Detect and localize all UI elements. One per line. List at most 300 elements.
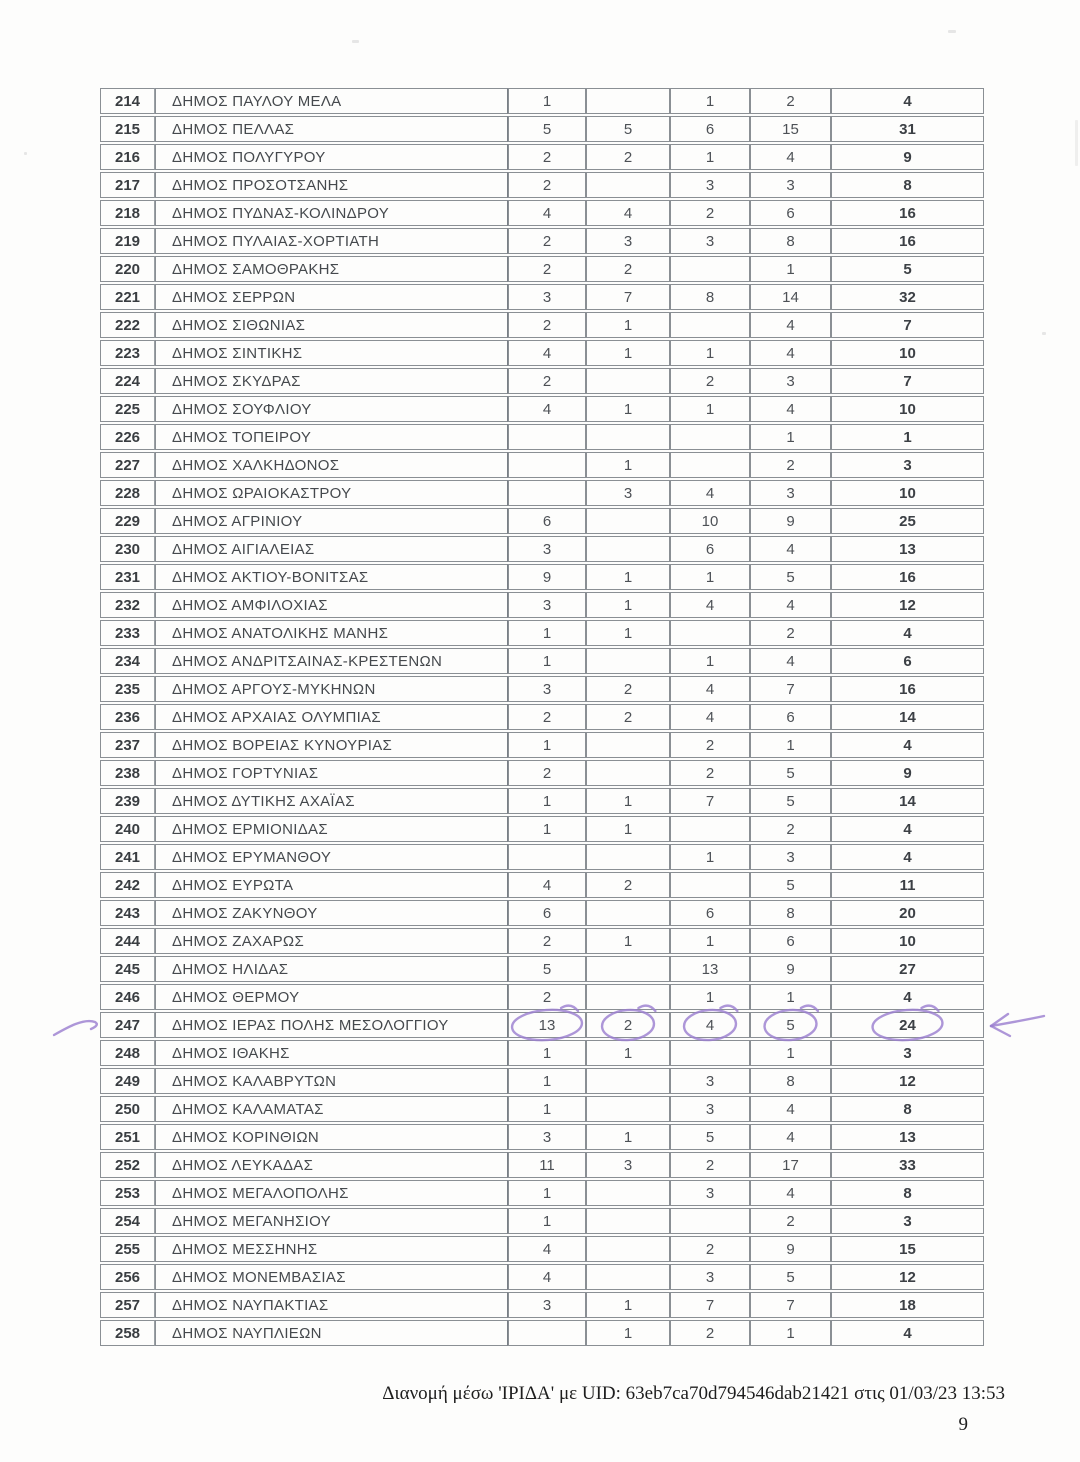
table-row bbox=[100, 760, 984, 786]
municipality-name-cell: ΔΗΜΟΣ ΔΥΤΙΚΗΣ ΑΧΑΪΑΣ bbox=[155, 788, 508, 814]
total-cell: 7 bbox=[831, 312, 984, 338]
table-row bbox=[100, 368, 984, 394]
value-cell bbox=[586, 1208, 670, 1234]
value-cell: 9 bbox=[750, 956, 831, 982]
value-cell: 2 bbox=[670, 1236, 750, 1262]
municipality-name-cell: ΔΗΜΟΣ ΚΟΡΙΝΘΙΩΝ bbox=[155, 1124, 508, 1150]
row-number-cell: 229 bbox=[100, 508, 155, 534]
value-cell: 5 bbox=[750, 760, 831, 786]
table-row bbox=[100, 200, 984, 226]
value-cell: 6 bbox=[670, 536, 750, 562]
value-cell bbox=[670, 256, 750, 282]
value-cell bbox=[586, 844, 670, 870]
table-row bbox=[100, 900, 984, 926]
total-cell: 10 bbox=[831, 928, 984, 954]
total-cell: 12 bbox=[831, 1264, 984, 1290]
value-cell: 1 bbox=[508, 788, 586, 814]
value-cell: 4 bbox=[750, 312, 831, 338]
value-cell: 2 bbox=[670, 1152, 750, 1178]
value-cell: 4 bbox=[750, 144, 831, 170]
table-row bbox=[100, 480, 984, 506]
value-cell: 3 bbox=[508, 284, 586, 310]
value-cell bbox=[586, 508, 670, 534]
value-cell: 1 bbox=[670, 928, 750, 954]
value-cell: 1 bbox=[586, 592, 670, 618]
value-cell: 1 bbox=[508, 648, 586, 674]
value-cell: 3 bbox=[508, 1292, 586, 1318]
total-cell: 16 bbox=[831, 228, 984, 254]
total-cell: 8 bbox=[831, 172, 984, 198]
municipality-name-cell: ΔΗΜΟΣ ΧΑΛΚΗΔΟΝΟΣ bbox=[155, 452, 508, 478]
value-cell bbox=[508, 480, 586, 506]
value-cell: 5 bbox=[586, 116, 670, 142]
total-cell: 4 bbox=[831, 88, 984, 114]
row-number-cell: 255 bbox=[100, 1236, 155, 1262]
value-cell: 1 bbox=[586, 788, 670, 814]
row-number-cell: 217 bbox=[100, 172, 155, 198]
value-cell: 9 bbox=[508, 564, 586, 590]
table-row bbox=[100, 732, 984, 758]
value-cell: 1 bbox=[586, 1292, 670, 1318]
municipality-name-cell: ΔΗΜΟΣ ΠΑΥΛΟΥ ΜΕΛΑ bbox=[155, 88, 508, 114]
value-cell bbox=[670, 312, 750, 338]
row-number-cell: 248 bbox=[100, 1040, 155, 1066]
scan-speck bbox=[948, 30, 956, 33]
municipality-name-cell: ΔΗΜΟΣ ΠΥΔΝΑΣ-ΚΟΛΙΝΔΡΟΥ bbox=[155, 200, 508, 226]
table-row bbox=[100, 228, 984, 254]
municipality-name-cell: ΔΗΜΟΣ ΠΟΛΥΓΥΡΟΥ bbox=[155, 144, 508, 170]
municipality-name-cell: ΔΗΜΟΣ ΠΥΛΑΙΑΣ-ΧΟΡΤΙΑΤΗ bbox=[155, 228, 508, 254]
value-cell: 1 bbox=[508, 88, 586, 114]
municipality-name-cell: ΔΗΜΟΣ ΕΡΜΙΟΝΙΔΑΣ bbox=[155, 816, 508, 842]
table-row bbox=[100, 88, 984, 114]
value-cell bbox=[508, 1320, 586, 1346]
total-cell: 25 bbox=[831, 508, 984, 534]
value-cell: 8 bbox=[750, 228, 831, 254]
row-number-cell: 236 bbox=[100, 704, 155, 730]
value-cell bbox=[586, 1180, 670, 1206]
value-cell: 4 bbox=[508, 1236, 586, 1262]
table-row bbox=[100, 1152, 984, 1178]
total-cell: 4 bbox=[831, 816, 984, 842]
value-cell: 1 bbox=[750, 256, 831, 282]
total-cell: 13 bbox=[831, 536, 984, 562]
total-cell: 3 bbox=[831, 1208, 984, 1234]
scan-speck bbox=[24, 152, 27, 155]
total-cell: 6 bbox=[831, 648, 984, 674]
table-row bbox=[100, 1180, 984, 1206]
value-cell: 9 bbox=[750, 1236, 831, 1262]
total-cell: 18 bbox=[831, 1292, 984, 1318]
value-cell: 4 bbox=[508, 340, 586, 366]
table-row bbox=[100, 284, 984, 310]
total-cell: 15 bbox=[831, 1236, 984, 1262]
total-cell: 16 bbox=[831, 676, 984, 702]
row-number-cell: 214 bbox=[100, 88, 155, 114]
value-cell: 7 bbox=[750, 676, 831, 702]
table-row bbox=[100, 676, 984, 702]
value-cell: 1 bbox=[586, 1320, 670, 1346]
row-number-cell: 242 bbox=[100, 872, 155, 898]
value-cell: 3 bbox=[750, 844, 831, 870]
value-cell: 3 bbox=[586, 228, 670, 254]
row-number-cell: 252 bbox=[100, 1152, 155, 1178]
value-cell: 1 bbox=[586, 312, 670, 338]
total-cell: 5 bbox=[831, 256, 984, 282]
total-cell: 14 bbox=[831, 788, 984, 814]
table-row bbox=[100, 788, 984, 814]
value-cell: 4 bbox=[508, 872, 586, 898]
value-cell: 4 bbox=[508, 200, 586, 226]
value-cell: 1 bbox=[670, 648, 750, 674]
total-cell: 13 bbox=[831, 1124, 984, 1150]
value-cell: 7 bbox=[670, 788, 750, 814]
table-row bbox=[100, 1208, 984, 1234]
municipalities-table-body bbox=[100, 88, 984, 1346]
row-number-cell: 240 bbox=[100, 816, 155, 842]
value-cell: 2 bbox=[586, 144, 670, 170]
value-cell bbox=[586, 368, 670, 394]
municipality-name-cell: ΔΗΜΟΣ ΕΡΥΜΑΝΘΟΥ bbox=[155, 844, 508, 870]
value-cell: 2 bbox=[750, 88, 831, 114]
value-cell: 1 bbox=[670, 340, 750, 366]
table-row bbox=[100, 648, 984, 674]
value-cell: 2 bbox=[508, 256, 586, 282]
municipality-name-cell: ΔΗΜΟΣ ΘΕΡΜΟΥ bbox=[155, 984, 508, 1010]
value-cell: 15 bbox=[750, 116, 831, 142]
value-cell bbox=[586, 984, 670, 1010]
value-cell: 4 bbox=[670, 676, 750, 702]
value-cell: 1 bbox=[670, 144, 750, 170]
value-cell bbox=[586, 536, 670, 562]
value-cell: 2 bbox=[750, 816, 831, 842]
value-cell: 2 bbox=[670, 1320, 750, 1346]
value-cell: 6 bbox=[508, 900, 586, 926]
value-cell: 2 bbox=[508, 228, 586, 254]
total-cell: 24 bbox=[831, 1012, 984, 1038]
municipality-name-cell: ΔΗΜΟΣ ΝΑΥΠΑΚΤΙΑΣ bbox=[155, 1292, 508, 1318]
row-number-cell: 244 bbox=[100, 928, 155, 954]
total-cell: 10 bbox=[831, 396, 984, 422]
row-number-cell: 254 bbox=[100, 1208, 155, 1234]
value-cell: 6 bbox=[750, 200, 831, 226]
municipality-name-cell: ΔΗΜΟΣ ΣΑΜΟΘΡΑΚΗΣ bbox=[155, 256, 508, 282]
value-cell bbox=[670, 620, 750, 646]
value-cell: 4 bbox=[750, 1124, 831, 1150]
row-number-cell: 225 bbox=[100, 396, 155, 422]
value-cell: 10 bbox=[670, 508, 750, 534]
municipality-name-cell: ΔΗΜΟΣ ΙΕΡΑΣ ΠΟΛΗΣ ΜΕΣΟΛΟΓΓΙΟΥ bbox=[155, 1012, 508, 1038]
total-cell: 16 bbox=[831, 564, 984, 590]
total-cell: 10 bbox=[831, 340, 984, 366]
row-number-cell: 253 bbox=[100, 1180, 155, 1206]
total-cell: 4 bbox=[831, 984, 984, 1010]
value-cell bbox=[670, 872, 750, 898]
row-number-cell: 222 bbox=[100, 312, 155, 338]
table-row bbox=[100, 1068, 984, 1094]
municipality-name-cell: ΔΗΜΟΣ ΑΓΡΙΝΙΟΥ bbox=[155, 508, 508, 534]
value-cell: 1 bbox=[586, 1040, 670, 1066]
value-cell: 4 bbox=[750, 592, 831, 618]
row-number-cell: 231 bbox=[100, 564, 155, 590]
municipality-name-cell: ΔΗΜΟΣ ΒΟΡΕΙΑΣ ΚΥΝΟΥΡΙΑΣ bbox=[155, 732, 508, 758]
value-cell bbox=[670, 1040, 750, 1066]
value-cell: 1 bbox=[670, 88, 750, 114]
value-cell: 1 bbox=[586, 620, 670, 646]
table-row bbox=[100, 928, 984, 954]
total-cell: 12 bbox=[831, 1068, 984, 1094]
value-cell: 1 bbox=[508, 1040, 586, 1066]
row-number-cell: 227 bbox=[100, 452, 155, 478]
value-cell bbox=[670, 1208, 750, 1234]
total-cell: 27 bbox=[831, 956, 984, 982]
municipality-name-cell: ΔΗΜΟΣ ΣΚΥΔΡΑΣ bbox=[155, 368, 508, 394]
value-cell: 3 bbox=[586, 480, 670, 506]
value-cell: 5 bbox=[750, 1264, 831, 1290]
value-cell: 1 bbox=[586, 928, 670, 954]
municipality-name-cell: ΔΗΜΟΣ ΣΙΘΩΝΙΑΣ bbox=[155, 312, 508, 338]
value-cell: 5 bbox=[508, 116, 586, 142]
total-cell: 20 bbox=[831, 900, 984, 926]
value-cell: 13 bbox=[670, 956, 750, 982]
row-number-cell: 249 bbox=[100, 1068, 155, 1094]
table-row bbox=[100, 1236, 984, 1262]
value-cell: 2 bbox=[670, 760, 750, 786]
value-cell: 4 bbox=[750, 1180, 831, 1206]
table-row bbox=[100, 984, 984, 1010]
value-cell: 2 bbox=[750, 620, 831, 646]
value-cell: 5 bbox=[750, 872, 831, 898]
value-cell bbox=[586, 648, 670, 674]
row-number-cell: 243 bbox=[100, 900, 155, 926]
value-cell: 7 bbox=[670, 1292, 750, 1318]
row-number-cell: 246 bbox=[100, 984, 155, 1010]
value-cell: 1 bbox=[508, 1180, 586, 1206]
value-cell: 4 bbox=[670, 480, 750, 506]
value-cell: 3 bbox=[508, 1124, 586, 1150]
row-number-cell: 216 bbox=[100, 144, 155, 170]
value-cell: 1 bbox=[750, 984, 831, 1010]
total-cell: 4 bbox=[831, 844, 984, 870]
table-row bbox=[100, 1320, 984, 1346]
value-cell: 2 bbox=[508, 368, 586, 394]
row-number-cell: 230 bbox=[100, 536, 155, 562]
value-cell: 3 bbox=[508, 592, 586, 618]
total-cell: 33 bbox=[831, 1152, 984, 1178]
value-cell: 4 bbox=[670, 1012, 750, 1038]
value-cell: 3 bbox=[670, 228, 750, 254]
row-number-cell: 238 bbox=[100, 760, 155, 786]
row-number-cell: 218 bbox=[100, 200, 155, 226]
value-cell: 2 bbox=[508, 312, 586, 338]
table-row bbox=[100, 508, 984, 534]
table-row bbox=[100, 424, 984, 450]
value-cell: 2 bbox=[586, 704, 670, 730]
total-cell: 31 bbox=[831, 116, 984, 142]
municipality-name-cell: ΔΗΜΟΣ ΖΑΚΥΝΘΟΥ bbox=[155, 900, 508, 926]
row-number-cell: 241 bbox=[100, 844, 155, 870]
municipality-name-cell: ΔΗΜΟΣ ΜΕΓΑΝΗΣΙΟΥ bbox=[155, 1208, 508, 1234]
value-cell: 3 bbox=[586, 1152, 670, 1178]
row-number-cell: 219 bbox=[100, 228, 155, 254]
scan-speck bbox=[1042, 332, 1046, 335]
value-cell: 2 bbox=[508, 172, 586, 198]
row-number-cell: 235 bbox=[100, 676, 155, 702]
value-cell: 5 bbox=[750, 564, 831, 590]
value-cell: 3 bbox=[670, 1068, 750, 1094]
value-cell: 4 bbox=[508, 1264, 586, 1290]
value-cell: 2 bbox=[508, 144, 586, 170]
value-cell: 1 bbox=[586, 396, 670, 422]
row-number-cell: 258 bbox=[100, 1320, 155, 1346]
value-cell bbox=[586, 172, 670, 198]
table-row bbox=[100, 844, 984, 870]
table-row bbox=[100, 172, 984, 198]
value-cell: 6 bbox=[670, 116, 750, 142]
value-cell: 3 bbox=[750, 368, 831, 394]
total-cell: 3 bbox=[831, 452, 984, 478]
value-cell: 4 bbox=[750, 648, 831, 674]
value-cell: 1 bbox=[508, 1068, 586, 1094]
table-row bbox=[100, 1124, 984, 1150]
value-cell: 1 bbox=[508, 620, 586, 646]
table-row bbox=[100, 536, 984, 562]
value-cell bbox=[586, 424, 670, 450]
value-cell: 6 bbox=[670, 900, 750, 926]
value-cell bbox=[508, 844, 586, 870]
table-row bbox=[100, 704, 984, 730]
total-cell: 12 bbox=[831, 592, 984, 618]
total-cell: 7 bbox=[831, 368, 984, 394]
value-cell: 4 bbox=[670, 592, 750, 618]
municipality-name-cell: ΔΗΜΟΣ ΑΙΓΙΑΛΕΙΑΣ bbox=[155, 536, 508, 562]
value-cell: 5 bbox=[750, 788, 831, 814]
value-cell: 2 bbox=[750, 452, 831, 478]
table-row bbox=[100, 1012, 984, 1038]
value-cell: 1 bbox=[670, 396, 750, 422]
row-number-cell: 257 bbox=[100, 1292, 155, 1318]
total-cell: 8 bbox=[831, 1096, 984, 1122]
table-row bbox=[100, 592, 984, 618]
total-cell: 8 bbox=[831, 1180, 984, 1206]
total-cell: 1 bbox=[831, 424, 984, 450]
value-cell: 3 bbox=[508, 676, 586, 702]
row-number-cell: 237 bbox=[100, 732, 155, 758]
total-cell: 16 bbox=[831, 200, 984, 226]
value-cell: 1 bbox=[670, 984, 750, 1010]
table-row bbox=[100, 144, 984, 170]
value-cell: 4 bbox=[508, 396, 586, 422]
scan-speck bbox=[352, 40, 359, 43]
row-number-cell: 228 bbox=[100, 480, 155, 506]
value-cell bbox=[670, 816, 750, 842]
value-cell: 5 bbox=[670, 1124, 750, 1150]
municipality-name-cell: ΔΗΜΟΣ ΑΚΤΙΟΥ-ΒΟΝΙΤΣΑΣ bbox=[155, 564, 508, 590]
value-cell: 13 bbox=[508, 1012, 586, 1038]
value-cell: 4 bbox=[586, 200, 670, 226]
value-cell: 3 bbox=[670, 1264, 750, 1290]
value-cell: 6 bbox=[750, 704, 831, 730]
value-cell: 3 bbox=[508, 536, 586, 562]
value-cell: 1 bbox=[750, 424, 831, 450]
table-row bbox=[100, 256, 984, 282]
value-cell: 2 bbox=[508, 928, 586, 954]
municipality-name-cell: ΔΗΜΟΣ ΝΑΥΠΛΙΕΩΝ bbox=[155, 1320, 508, 1346]
total-cell: 9 bbox=[831, 760, 984, 786]
municipality-name-cell: ΔΗΜΟΣ ΣΕΡΡΩΝ bbox=[155, 284, 508, 310]
row-number-cell: 250 bbox=[100, 1096, 155, 1122]
value-cell: 2 bbox=[670, 200, 750, 226]
value-cell bbox=[586, 760, 670, 786]
municipality-name-cell: ΔΗΜΟΣ ΓΟΡΤΥΝΙΑΣ bbox=[155, 760, 508, 786]
municipality-name-cell: ΔΗΜΟΣ ΗΛΙΔΑΣ bbox=[155, 956, 508, 982]
value-cell: 7 bbox=[586, 284, 670, 310]
municipality-name-cell: ΔΗΜΟΣ ΠΕΛΛΑΣ bbox=[155, 116, 508, 142]
value-cell bbox=[586, 900, 670, 926]
total-cell: 32 bbox=[831, 284, 984, 310]
table-row bbox=[100, 1292, 984, 1318]
municipality-name-cell: ΔΗΜΟΣ ΑΡΧΑΙΑΣ ΟΛΥΜΠΙΑΣ bbox=[155, 704, 508, 730]
value-cell: 2 bbox=[586, 676, 670, 702]
value-cell: 1 bbox=[750, 1040, 831, 1066]
total-cell: 9 bbox=[831, 144, 984, 170]
row-number-cell: 247 bbox=[100, 1012, 155, 1038]
value-cell: 4 bbox=[750, 536, 831, 562]
value-cell: 2 bbox=[508, 984, 586, 1010]
value-cell bbox=[508, 452, 586, 478]
value-cell bbox=[586, 88, 670, 114]
row-number-cell: 256 bbox=[100, 1264, 155, 1290]
value-cell: 2 bbox=[586, 872, 670, 898]
municipality-name-cell: ΔΗΜΟΣ ΑΜΦΙΛΟΧΙΑΣ bbox=[155, 592, 508, 618]
value-cell: 3 bbox=[670, 1180, 750, 1206]
table-row bbox=[100, 396, 984, 422]
value-cell: 4 bbox=[750, 396, 831, 422]
row-number-cell: 221 bbox=[100, 284, 155, 310]
row-number-cell: 239 bbox=[100, 788, 155, 814]
value-cell: 14 bbox=[750, 284, 831, 310]
table-row bbox=[100, 872, 984, 898]
value-cell bbox=[586, 1096, 670, 1122]
total-cell: 3 bbox=[831, 1040, 984, 1066]
municipality-name-cell: ΔΗΜΟΣ ΣΙΝΤΙΚΗΣ bbox=[155, 340, 508, 366]
table-row bbox=[100, 1096, 984, 1122]
value-cell: 5 bbox=[750, 1012, 831, 1038]
value-cell: 4 bbox=[750, 340, 831, 366]
value-cell: 1 bbox=[586, 816, 670, 842]
total-cell: 14 bbox=[831, 704, 984, 730]
municipality-name-cell: ΔΗΜΟΣ ΙΘΑΚΗΣ bbox=[155, 1040, 508, 1066]
value-cell bbox=[586, 1236, 670, 1262]
municipality-name-cell: ΔΗΜΟΣ ΖΑΧΑΡΩΣ bbox=[155, 928, 508, 954]
value-cell bbox=[586, 956, 670, 982]
value-cell: 1 bbox=[508, 816, 586, 842]
value-cell: 11 bbox=[508, 1152, 586, 1178]
table-row bbox=[100, 116, 984, 142]
value-cell: 8 bbox=[750, 1068, 831, 1094]
row-number-cell: 232 bbox=[100, 592, 155, 618]
municipality-name-cell: ΔΗΜΟΣ ΜΟΝΕΜΒΑΣΙΑΣ bbox=[155, 1264, 508, 1290]
municipality-name-cell: ΔΗΜΟΣ ΕΥΡΩΤΑ bbox=[155, 872, 508, 898]
value-cell: 1 bbox=[670, 564, 750, 590]
row-number-cell: 223 bbox=[100, 340, 155, 366]
value-cell: 8 bbox=[670, 284, 750, 310]
value-cell: 1 bbox=[586, 1124, 670, 1150]
value-cell bbox=[508, 424, 586, 450]
table-row bbox=[100, 452, 984, 478]
value-cell: 1 bbox=[750, 732, 831, 758]
value-cell: 6 bbox=[750, 928, 831, 954]
